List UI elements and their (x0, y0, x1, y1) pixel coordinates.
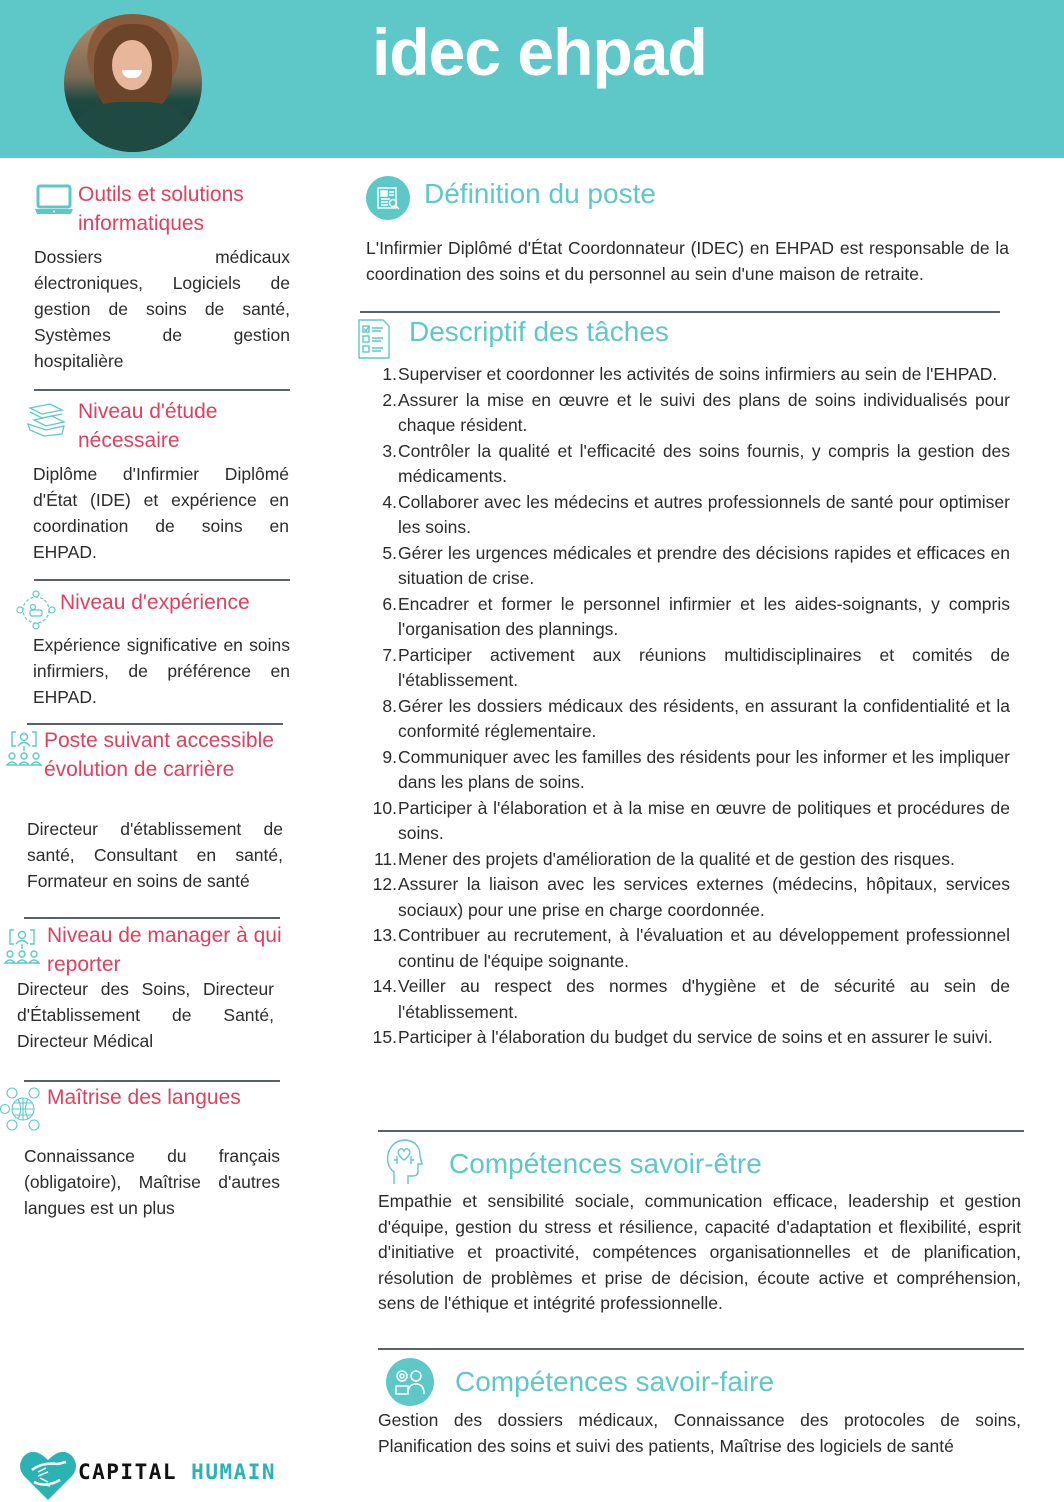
education-heading: Niveau d'étude nécessaire (78, 400, 218, 452)
definition-heading: Définition du poste (424, 178, 656, 209)
list-item: 11. Mener des projets d'amélioration de la qualité et de gestion des risques. (373, 848, 955, 869)
manager-body: Directeur des Soins, Directeur d'Établissement de Santé, Directeur Médical (17, 979, 274, 1051)
logo-word-humain: HUMAIN (191, 1460, 277, 1484)
career-body: Directeur d'établissement de santé, Consultant en santé, Formateur en soins de santé (27, 819, 283, 891)
tasks-list (366, 362, 1010, 1051)
heart-hands-icon (18, 1448, 78, 1502)
list-item: 6. Encadrer et former le personnel infirmier et les aides-soignants, y compris l'organisation des plannings. (382, 593, 1010, 639)
divider (378, 1130, 1024, 1132)
avatar (64, 14, 202, 152)
list-item: 10. Participer à l'élaboration et à la mise en œuvre de politiques et procédures de soins. (372, 797, 1010, 843)
manager-heading: Niveau de manager à qui reporter (47, 924, 282, 976)
soft-skills-body: Empathie et sensibilité sociale, communication efficace, leadership et gestion d'équipe, gestion du stress et résilience, capacité d'adaptation et flexibilité, esprit d'initiative et proactivité, compétences organisationnelles et de planification, résolution de problèmes et prise de décision, écoute active et compréhension, sens de l'éthique et intégrité professionnelle. (378, 1191, 1021, 1313)
list-item: 2. Assurer la mise en œuvre et le suivi des plans de soins individualisés pour chaque résident. (382, 389, 1010, 435)
header-banner (0, 0, 1064, 158)
company-logo (18, 1448, 288, 1502)
list-item: 15. Participer à l'élaboration du budget du service de soins et en assurer le suivi. (372, 1027, 993, 1047)
divider (378, 1348, 1024, 1350)
list-item: 7. Participer activement aux réunions multidisciplinaires et comités de l'établissement. (382, 644, 1010, 690)
globe-languages-icon (0, 1086, 46, 1132)
experience-heading: Niveau d'expérience (60, 591, 250, 614)
newspaper-search-icon (366, 176, 410, 220)
career-heading: Poste suivant accessible évolution de carrière (44, 729, 274, 781)
hierarchy-icon (2, 926, 42, 966)
experience-body: Expérience significative en soins infirmiers, de préférence en EHPAD. (33, 635, 290, 707)
list-item: 12. Assurer la liaison avec les services externes (médecins, hôpitaux, services sociaux) pour une prise en charge coordonnée. (372, 874, 1010, 920)
soft-skills-heading: Compétences savoir-être (449, 1148, 762, 1179)
hierarchy-icon (4, 728, 44, 768)
list-item: 13. Contribuer au recrutement, à l'évaluation et au développement professionnel continu de l'équipe soignante. (372, 925, 1010, 971)
checklist-icon (357, 318, 393, 360)
books-icon (26, 402, 68, 438)
laptop-icon (34, 184, 74, 216)
page-title: idec ehpad (372, 15, 707, 89)
tools-heading: Outils et solutions informatiques (78, 183, 244, 235)
list-item: 1. Superviser et coordonner les activités de soins infirmiers au sein de l'EHPAD. (382, 364, 998, 384)
definition-body: L'Infirmier Diplômé d'État Coordonnateur (IDEC) en EHPAD est responsable de la coordination des soins et du personnel au sein d'une maison de retraite. (366, 238, 1009, 284)
head-heart-icon (384, 1138, 424, 1186)
professional-laptop-icon (386, 1358, 434, 1406)
languages-body: Connaissance du français (obligatoire), Maîtrise d'autres langues est un plus (24, 1146, 280, 1218)
network-people-icon (16, 590, 56, 630)
list-item: 9. Communiquer avec les familles des résidents pour les informer et les impliquer dans les plans de soins. (382, 746, 1010, 792)
list-item: 14. Veiller au respect des normes d'hygiène et de sécurité au sein de l'établissement. (372, 976, 1010, 1022)
divider (360, 311, 1000, 313)
list-item: 4. Collaborer avec les médecins et autres professionnels de santé pour optimiser les soins. (382, 491, 1010, 537)
list-item: 5. Gérer les urgences médicales et prendre des décisions rapides et efficaces en situation de crise. (382, 542, 1010, 588)
divider (34, 579, 290, 581)
hard-skills-heading: Compétences savoir-faire (455, 1366, 775, 1397)
list-item: 8. Gérer les dossiers médicaux des résidents, en assurant la confidentialité et la conformité réglementaire. (382, 695, 1010, 741)
languages-heading: Maîtrise des langues (47, 1086, 241, 1109)
tasks-heading: Descriptif des tâches (409, 316, 669, 347)
education-body: Diplôme d'Infirmier Diplômé d'État (IDE) et expérience en coordination de soins en EHPAD. (33, 464, 289, 562)
divider (34, 389, 290, 391)
logo-word-capital: CAPITAL (78, 1460, 178, 1484)
list-item: 3. Contrôler la qualité et l'efficacité des soins fournis, y compris la gestion des médicaments. (382, 440, 1010, 486)
tools-body: Dossiers médicaux électroniques, Logiciels de gestion de soins de santé, Systèmes de gestion hospitalière (34, 247, 290, 371)
divider (27, 723, 283, 725)
hard-skills-body: Gestion des dossiers médicaux, Connaissance des protocoles de soins, Planification des soins et suivi des patients, Maîtrise des logiciels de santé (378, 1410, 1021, 1456)
divider (24, 917, 280, 919)
divider (24, 1080, 280, 1082)
